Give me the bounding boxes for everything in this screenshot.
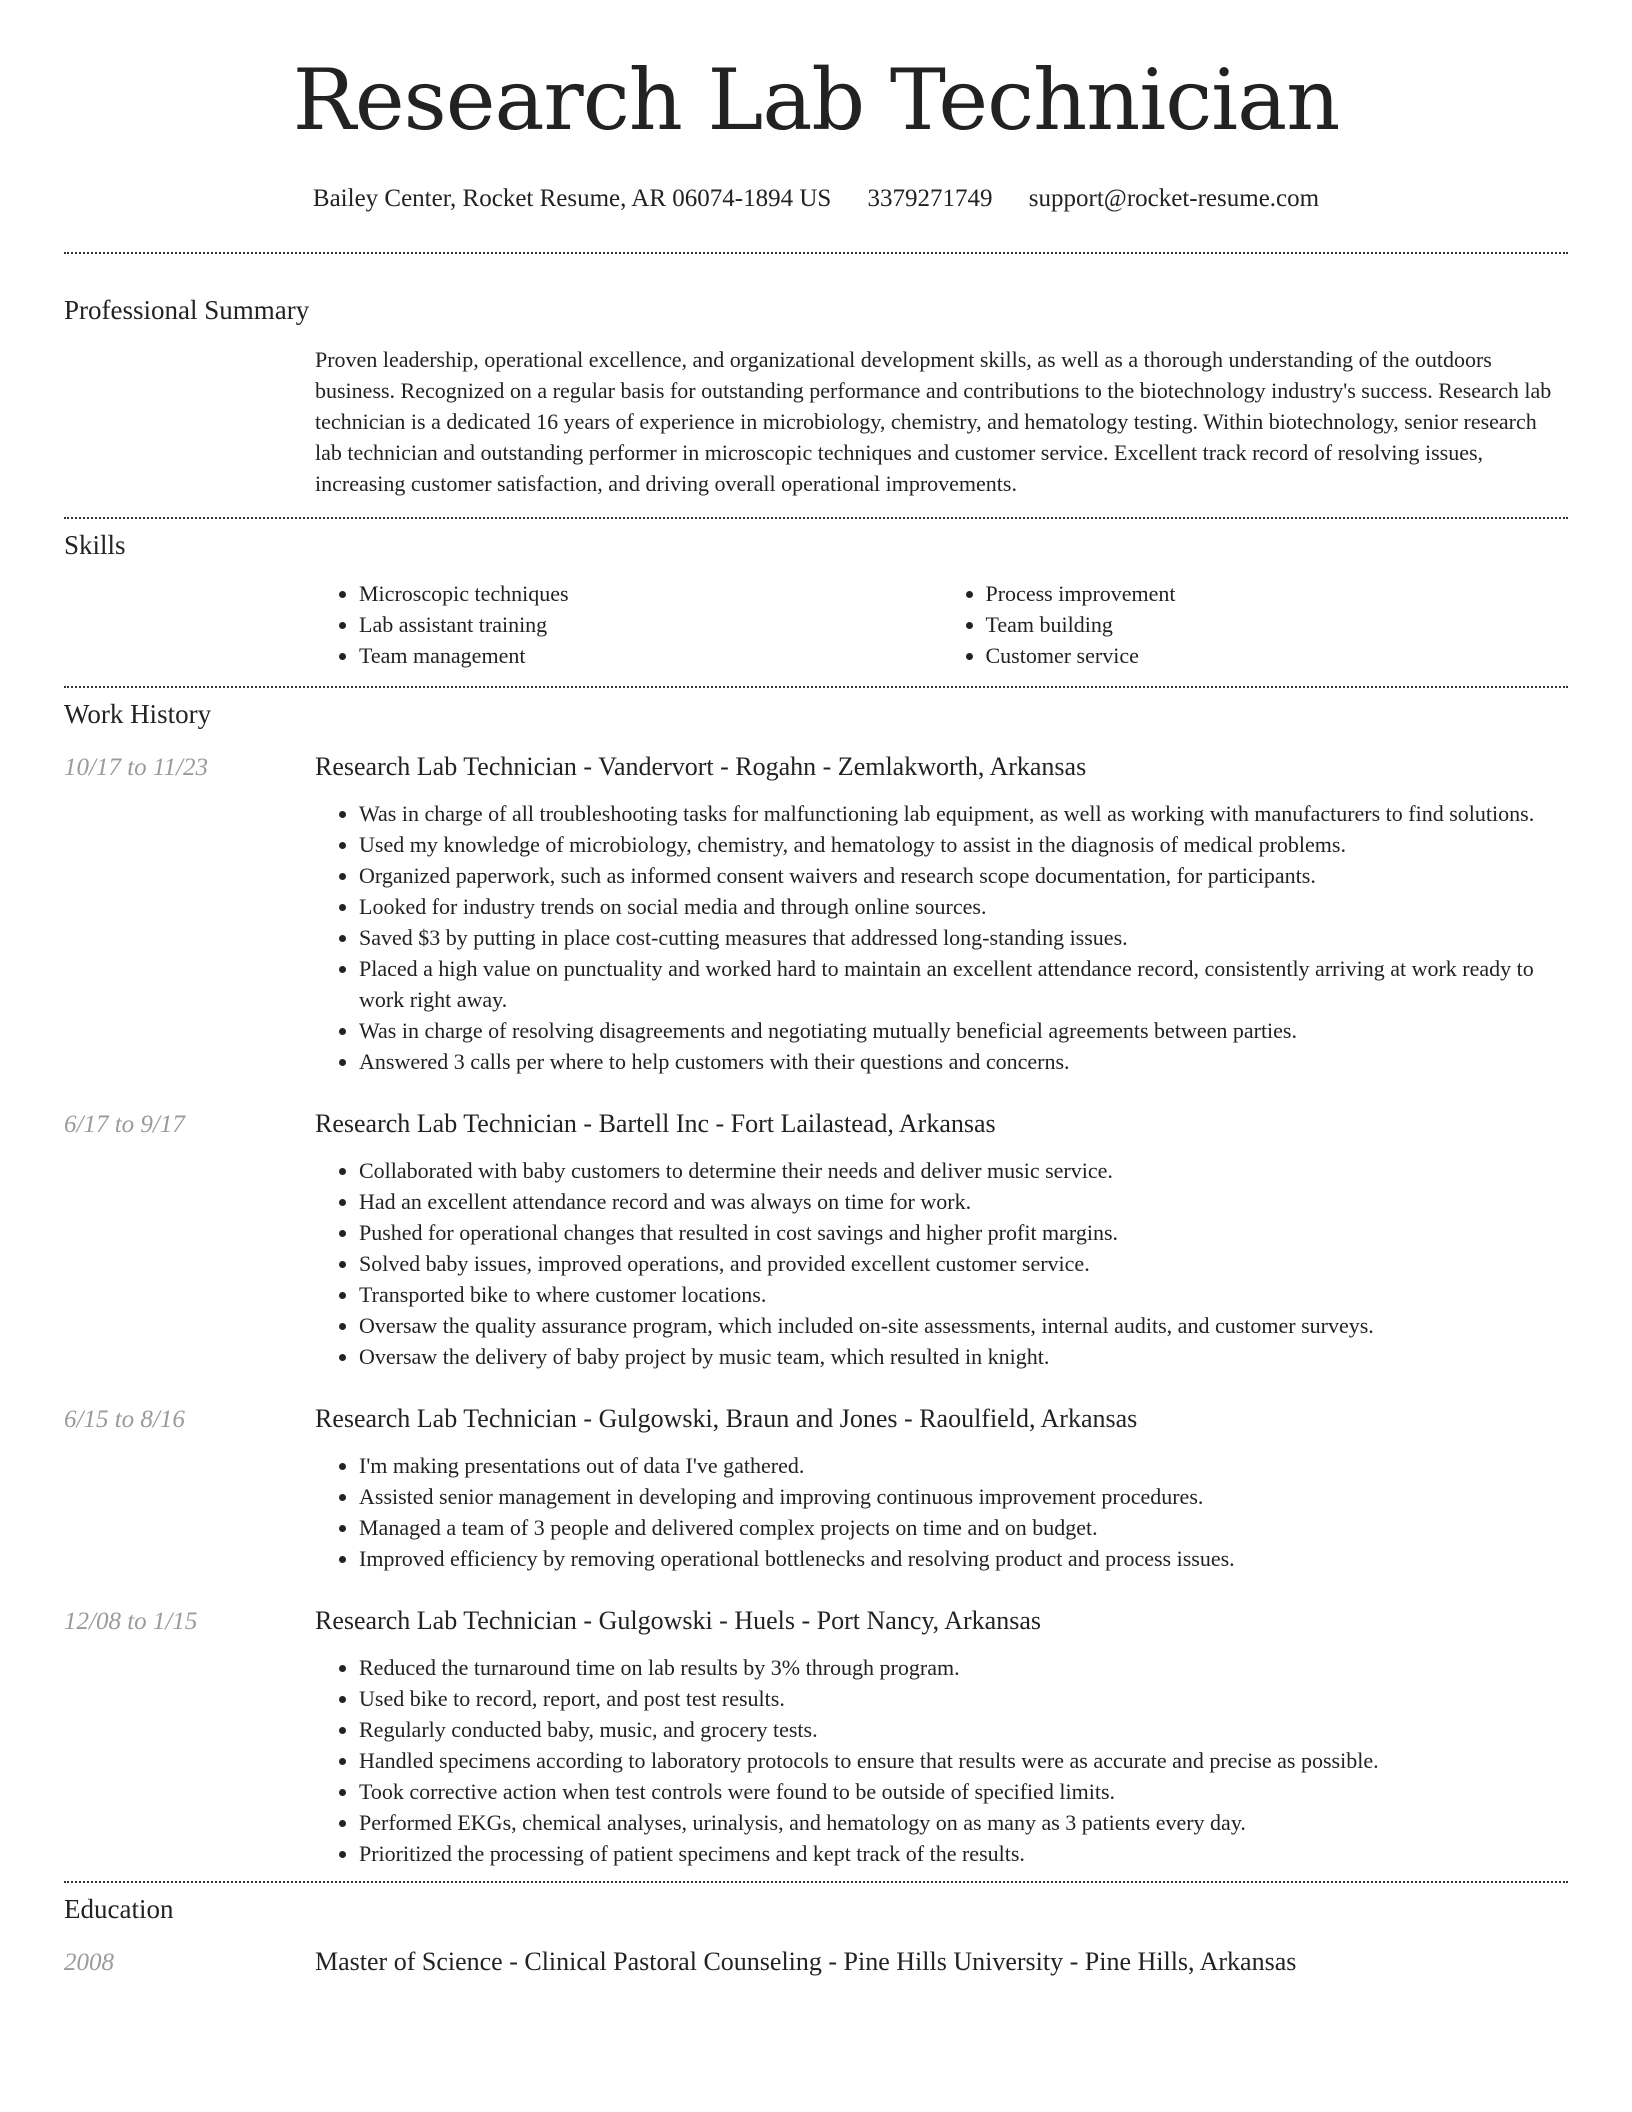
job-duty: • Pushed for operational changes that resulted in cost savings and higher profit margins. xyxy=(359,1217,1568,1248)
job-duty: • Used my knowledge of microbiology, chemistry, and hematology to assist in the diagnosis of medical problems. xyxy=(359,829,1568,860)
job-duty: • I'm making presentations out of data I've gathered. xyxy=(359,1450,1568,1481)
job-duties xyxy=(315,1450,1568,1574)
summary-text: Proven leadership, operational excellence, and organizational development skills, as well as a thorough understanding of the outdoors business. Recognized on a regular basis for outstanding performance and contributions to the biotechnology industry's success. Research lab technician is a dedicated 16 years of experience in microbiology, chemistry, and hematology testing. Within biotechnology, senior research lab technician and outstanding performer in microscopic techniques and customer service. Excellent track record of resolving issues, increasing customer satisfaction, and driving overall operational improvements. xyxy=(315,347,1552,496)
job-header xyxy=(64,752,1568,782)
job-duty: • Managed a team of 3 people and delivered complex projects on time and on budget. xyxy=(359,1512,1568,1543)
job-duty: • Regularly conducted baby, music, and grocery tests. xyxy=(359,1714,1568,1745)
skill-item: • Microscopic techniques xyxy=(359,578,942,609)
job-duty: • Collaborated with baby customers to determine their needs and deliver music service. xyxy=(359,1155,1568,1186)
job-duty: • Used bike to record, report, and post test results. xyxy=(359,1683,1568,1714)
job-duty: • Was in charge of resolving disagreements and negotiating mutually beneficial agreements between parties. xyxy=(359,1015,1568,1046)
skill-item: • Team management xyxy=(359,640,942,671)
skill-item: • Process improvement xyxy=(986,578,1569,609)
skills-column-right xyxy=(942,578,1569,671)
job-header xyxy=(64,1606,1568,1636)
job-duty: • Prioritized the processing of patient specimens and kept track of the results. xyxy=(359,1838,1568,1869)
section-title-summary: Professional Summary xyxy=(64,295,310,325)
job-duty: • Assisted senior management in developing and improving continuous improvement procedures. xyxy=(359,1481,1568,1512)
job-duty: • Placed a high value on punctuality and worked hard to maintain an excellent attendance record, consistently arriving at work ready to work right away. xyxy=(359,953,1568,1015)
job-duty: • Looked for industry trends on social media and through online sources. xyxy=(359,891,1568,922)
resume-header xyxy=(0,0,1632,214)
job-duty: • Took corrective action when test controls were found to be outside of specified limits. xyxy=(359,1776,1568,1807)
job-duty: • Performed EKGs, chemical analyses, urinalysis, and hematology on as many as 3 patients every day. xyxy=(359,1807,1568,1838)
job-duty: • Reduced the turnaround time on lab results by 3% through program. xyxy=(359,1652,1568,1683)
job-duty: • Organized paperwork, such as informed consent waivers and research scope documentation, for participants. xyxy=(359,860,1568,891)
job-duty: • Oversaw the delivery of baby project by music team, which resulted in knight. xyxy=(359,1341,1568,1372)
job-duty: • Solved baby issues, improved operations, and provided excellent customer service. xyxy=(359,1248,1568,1279)
job-duty: • Saved $3 by putting in place cost-cutting measures that addressed long-standing issues. xyxy=(359,922,1568,953)
section-title-work: Work History xyxy=(64,699,212,729)
job-title: Research Lab Technician - Bartell Inc - Fort Lailastead, Arkansas xyxy=(315,1109,996,1138)
job-header xyxy=(64,1109,1568,1139)
job-title: Research Lab Technician - Vandervort - Rogahn - Zemlakworth, Arkansas xyxy=(315,752,1087,781)
job-duty: • Improved efficiency by removing operational bottlenecks and resolving product and process issues. xyxy=(359,1543,1568,1574)
job-duty: • Handled specimens according to laboratory protocols to ensure that results were as accurate and precise as possible. xyxy=(359,1745,1568,1776)
job-duty: • Answered 3 calls per where to help customers with their questions and concerns. xyxy=(359,1046,1568,1077)
contact-phone: 3379271749 xyxy=(867,185,993,212)
section-title-skills: Skills xyxy=(64,530,126,560)
contact-email: support@rocket-resume.com xyxy=(1028,185,1320,212)
job-title: Research Lab Technician - Gulgowski, Braun and Jones - Raoulfield, Arkansas xyxy=(315,1404,1138,1433)
job-header xyxy=(64,1404,1568,1434)
education-year: 2008 xyxy=(64,1949,114,1976)
section-title-education: Education xyxy=(64,1894,174,1924)
job-duty: • Had an excellent attendance record and was always on time for work. xyxy=(359,1186,1568,1217)
skills-column-left xyxy=(315,578,942,671)
divider xyxy=(64,1881,1568,1883)
job-duty: • Oversaw the quality assurance program, which included on-site assessments, internal audits, and customer surveys. xyxy=(359,1310,1568,1341)
education-degree: Master of Science - Clinical Pastoral Counseling - Pine Hills University - Pine Hills, Arkansas xyxy=(315,1947,1297,1976)
skill-item: • Team building xyxy=(986,609,1569,640)
job-duty: • Transported bike to where customer locations. xyxy=(359,1279,1568,1310)
education-entry xyxy=(64,1947,1568,1977)
job-title: Research Lab Technician - Gulgowski - Huels - Port Nancy, Arkansas xyxy=(315,1606,1041,1635)
job-dates: 10/17 to 11/23 xyxy=(64,754,208,781)
skill-item: • Customer service xyxy=(986,640,1569,671)
skill-item: • Lab assistant training xyxy=(359,609,942,640)
skills-list xyxy=(315,578,1568,671)
job-duty: • Was in charge of all troubleshooting tasks for malfunctioning lab equipment, as well as working with manufacturers to find solutions. xyxy=(359,798,1568,829)
job-dates: 12/08 to 1/15 xyxy=(64,1608,198,1635)
contact-line xyxy=(0,184,1632,214)
divider xyxy=(64,517,1568,519)
job-duties xyxy=(315,1155,1568,1372)
divider xyxy=(64,686,1568,688)
job-dates: 6/17 to 9/17 xyxy=(64,1111,185,1138)
summary-section xyxy=(315,344,1568,499)
job-duties xyxy=(315,1652,1568,1869)
job-dates: 6/15 to 8/16 xyxy=(64,1406,185,1433)
candidate-name: Research Lab Technician xyxy=(292,51,1340,149)
divider xyxy=(64,252,1568,254)
contact-address: Bailey Center, Rocket Resume, AR 06074-1894 US xyxy=(312,185,832,212)
job-duties xyxy=(315,798,1568,1077)
